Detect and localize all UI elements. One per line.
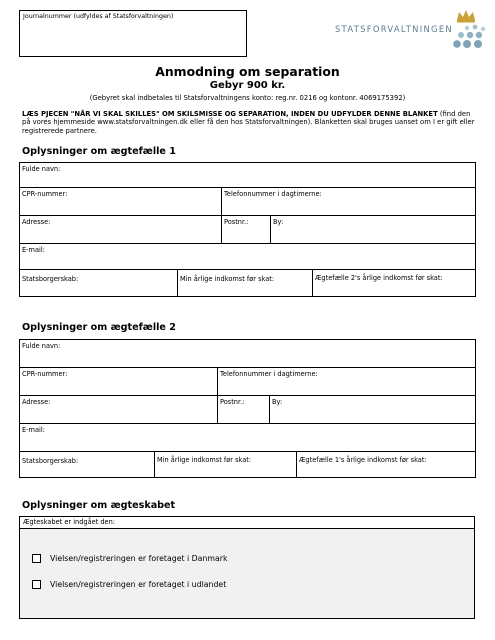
field-label: Statsborgerskab: <box>22 275 79 283</box>
journal-number-box[interactable] <box>19 10 247 57</box>
journal-number-label: Journalnummer (udfyldes af Statsforvaltningen) <box>23 13 174 20</box>
spouse2-email-field[interactable] <box>20 424 476 452</box>
spouse2-citizenship-field[interactable] <box>20 452 155 478</box>
spouse1-income-other-field[interactable] <box>313 270 476 297</box>
field-label: Postnr.: <box>220 398 245 406</box>
logo-dots-icon <box>433 24 488 52</box>
spouse1-cpr-field[interactable] <box>20 188 222 216</box>
field-label: Telefonnummer i dagtimerne: <box>224 190 322 198</box>
spouse2-cpr-field[interactable] <box>20 368 218 396</box>
page-title: Anmodning om separation <box>155 64 340 79</box>
field-label: Adresse: <box>22 218 51 226</box>
marriage-options-area <box>20 528 474 618</box>
spouse2-phone-field[interactable] <box>218 368 476 396</box>
section-heading-spouse1: Oplysninger om ægtefælle 1 <box>22 146 176 157</box>
spouse1-phone-field[interactable] <box>222 188 476 216</box>
field-label: Postnr.: <box>224 218 249 226</box>
field-label: E-mail: <box>22 246 45 254</box>
field-label: Adresse: <box>22 398 51 406</box>
section-heading-spouse2: Oplysninger om ægtefælle 2 <box>22 322 176 333</box>
field-label: CPR-nummer: <box>22 370 68 378</box>
spouse2-postal-field[interactable] <box>218 396 270 424</box>
spouse2-form <box>19 339 476 478</box>
field-label: Telefonnummer i dagtimerne: <box>220 370 318 378</box>
instruction-notice <box>22 110 477 135</box>
field-label: By: <box>273 218 284 226</box>
field-label: CPR-nummer: <box>22 190 68 198</box>
checkbox-denmark[interactable] <box>32 554 41 563</box>
field-label: Ægtefælle 2's årlige indkomst før skat: <box>315 274 443 282</box>
field-label: E-mail: <box>22 426 45 434</box>
spouse1-form <box>19 162 476 297</box>
spouse1-full-name-field[interactable] <box>20 163 476 188</box>
field-label: By: <box>272 398 283 406</box>
field-label: Fulde navn: <box>22 342 61 350</box>
field-label: Ægtefælle 1's årlige indkomst før skat: <box>299 456 427 464</box>
logo-wordmark: STATSFORVALTNINGEN <box>334 24 453 34</box>
marriage-date-label: Ægteskabet er indgået den: <box>23 518 116 526</box>
fee-heading: Gebyr 900 kr. <box>209 80 286 91</box>
option-denmark-label: Vielsen/registreringen er foretaget i Danmark <box>50 554 228 563</box>
option-denmark-row[interactable] <box>32 554 228 563</box>
field-label: Min årlige indkomst før skat: <box>180 275 275 283</box>
spouse1-address-field[interactable] <box>20 216 222 244</box>
crown-icon <box>455 9 477 23</box>
notice-bold: LÆS PJECEN "NÅR VI SKAL SKILLES" OM SKILSMISSE OG SEPARATION, INDEN DU UDFYLDER DENNE BLANKET <box>22 110 438 118</box>
option-abroad-label: Vielsen/registreringen er foretaget i udlandet <box>50 580 227 589</box>
spouse1-email-field[interactable] <box>20 244 476 270</box>
spouse2-full-name-field[interactable] <box>20 340 476 368</box>
field-label: Min årlige indkomst før skat: <box>157 456 252 464</box>
spouse2-income-own-field[interactable] <box>155 452 297 478</box>
spouse2-income-other-field[interactable] <box>297 452 476 478</box>
marriage-box <box>19 516 475 619</box>
spouse1-income-own-field[interactable] <box>178 270 313 297</box>
field-label: Statsborgerskab: <box>22 457 79 465</box>
option-abroad-row[interactable] <box>32 580 226 589</box>
field-label: Fulde navn: <box>22 165 61 173</box>
spouse1-city-field[interactable] <box>271 216 476 244</box>
spouse1-postal-field[interactable] <box>222 216 271 244</box>
fee-note: (Gebyret skal indbetales til Statsforvaltningens konto: reg.nr. 0216 og kontonr. 4069175392) <box>89 94 406 102</box>
notice-text: (find den på vores hjemmeside www.statsforvaltningen.dk eller få den hos Statsforvaltningen). Blanketten skal bruges uanset om I er gift eller registrerede partnere. <box>22 110 475 135</box>
section-heading-marriage: Oplysninger om ægteskabet <box>22 500 176 511</box>
spouse2-address-field[interactable] <box>20 396 218 424</box>
spouse1-citizenship-field[interactable] <box>20 270 178 297</box>
checkbox-abroad[interactable] <box>32 580 41 589</box>
spouse2-city-field[interactable] <box>270 396 476 424</box>
